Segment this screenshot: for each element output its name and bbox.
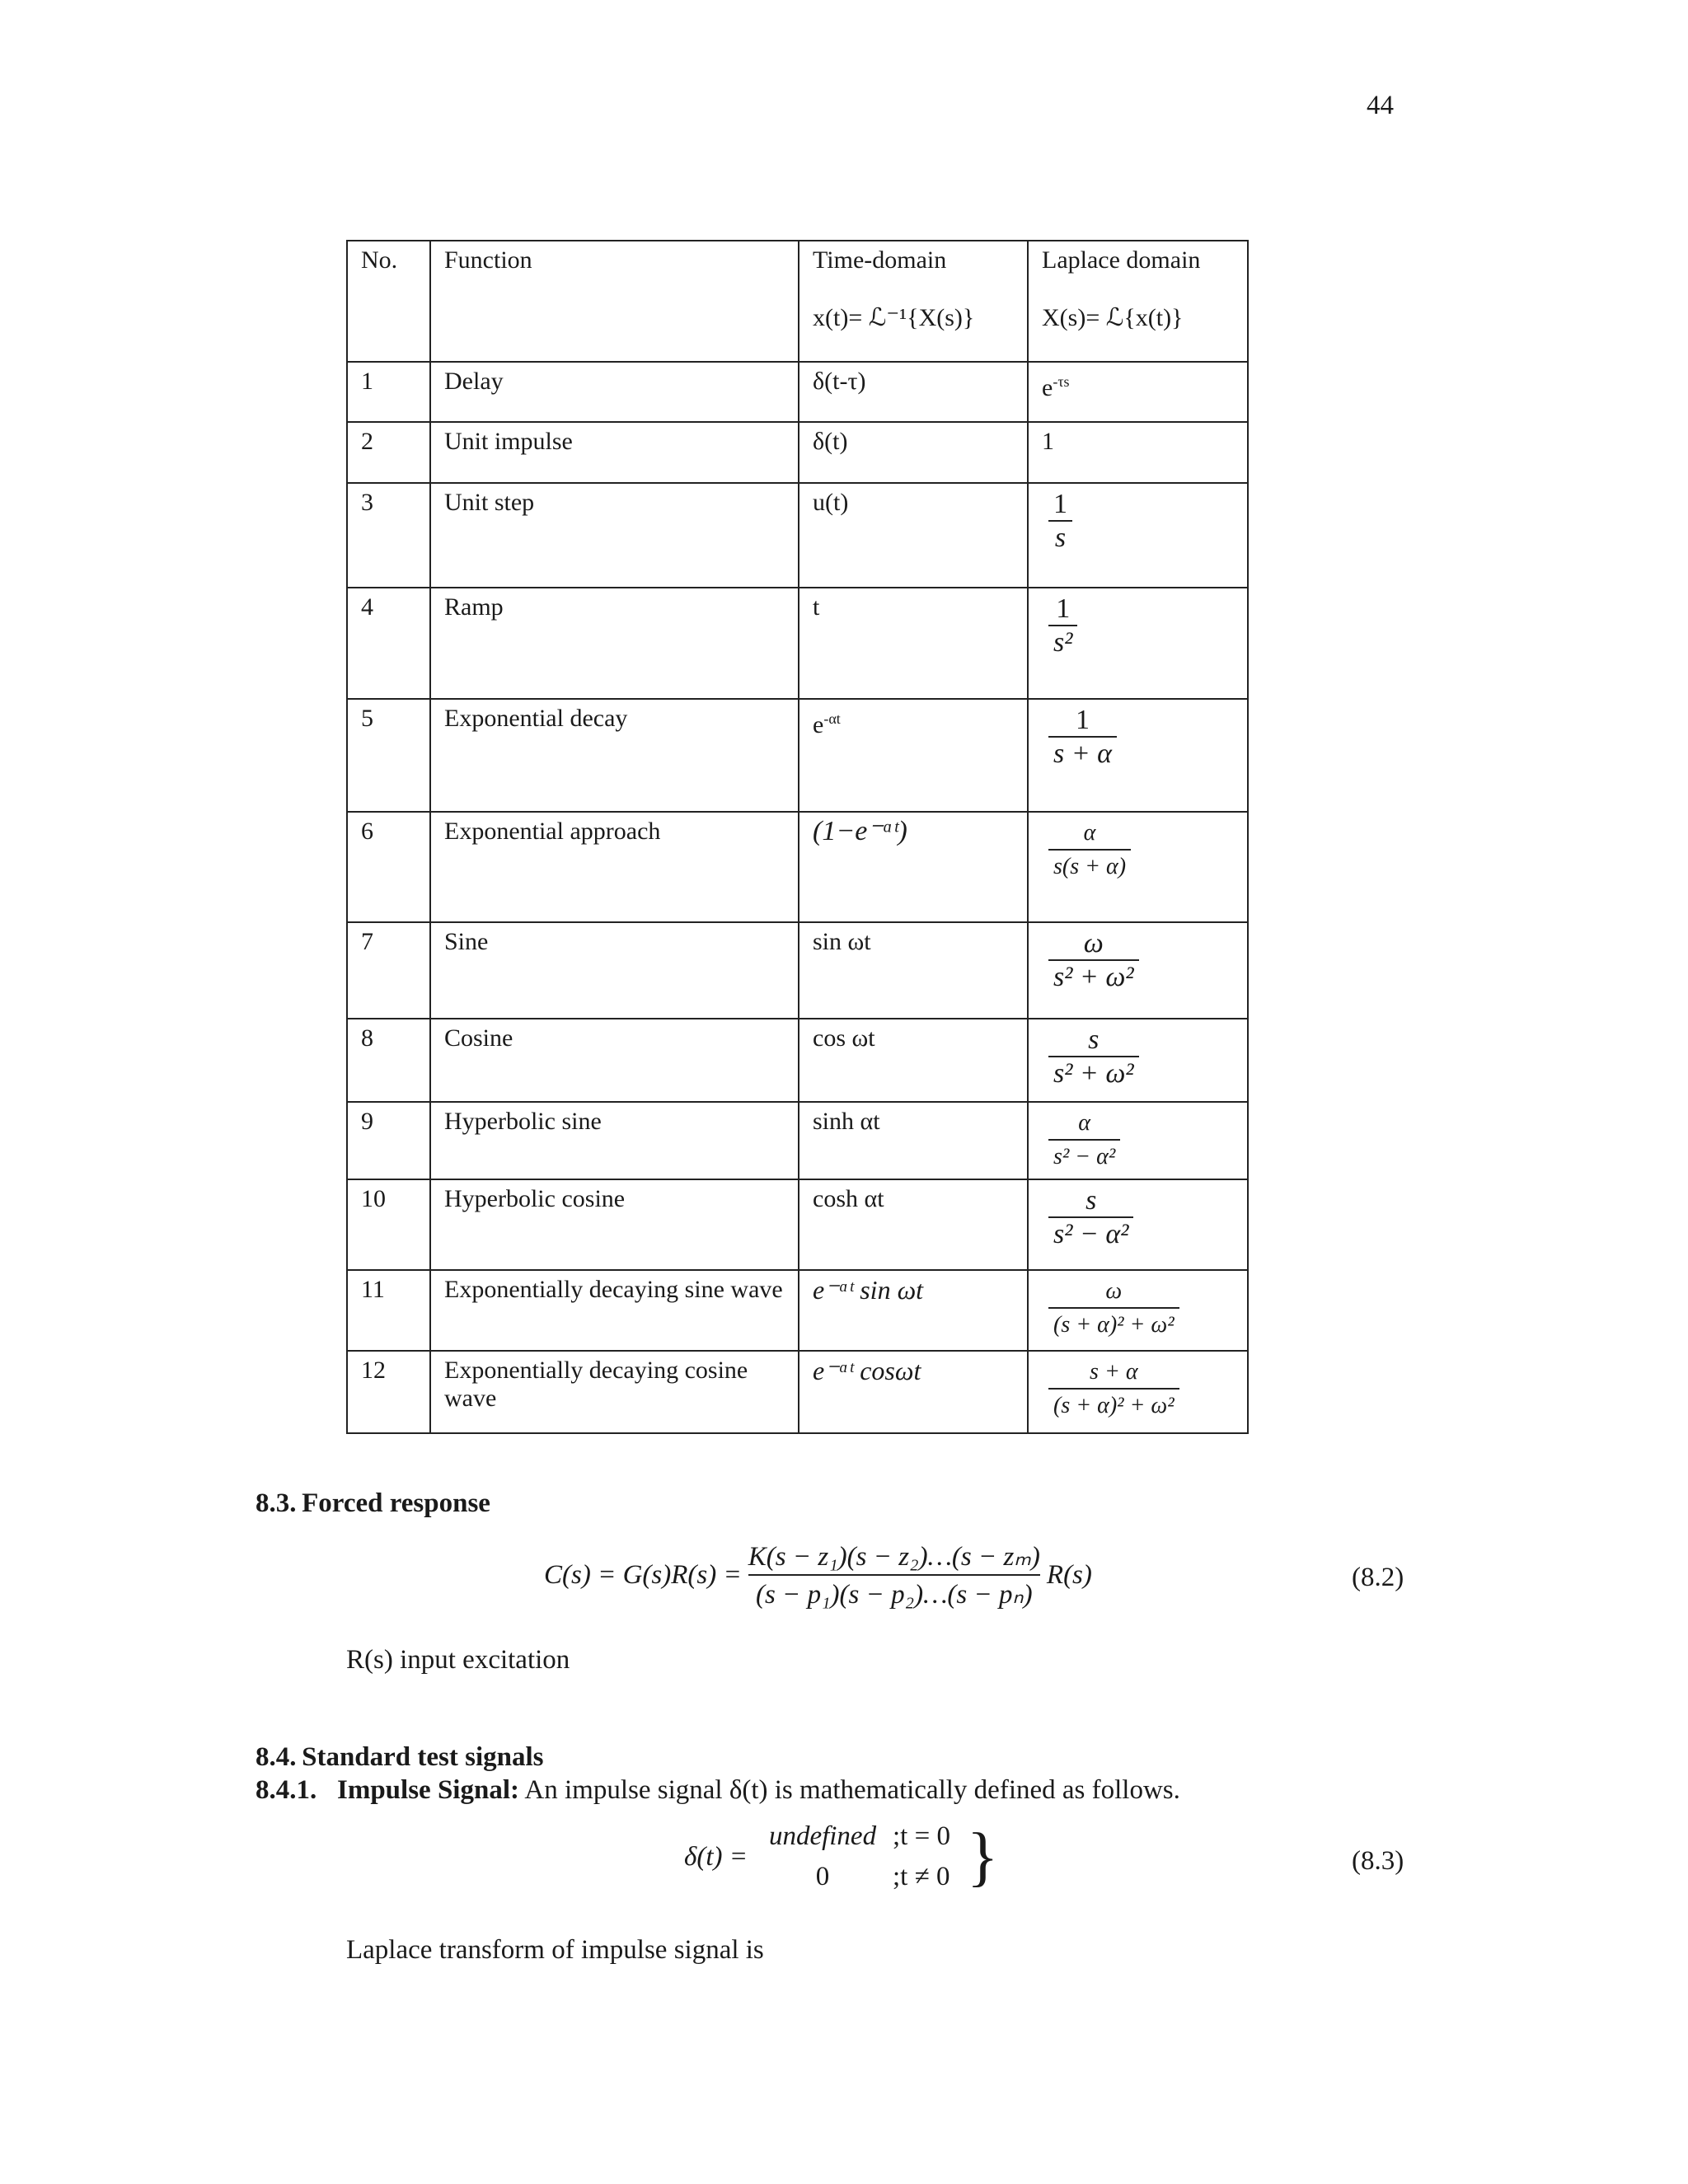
- fraction-denominator: s²: [1053, 627, 1073, 658]
- equation-8-2: [544, 1540, 1092, 1610]
- fraction-numerator: s: [1085, 1185, 1097, 1216]
- header-time-label: Time-domain: [813, 246, 947, 274]
- fraction-numerator: 1: [1056, 593, 1071, 624]
- page-number: 44: [1367, 91, 1394, 120]
- row-laplace: [1028, 1102, 1248, 1179]
- laplace-fraction: [1048, 1185, 1133, 1251]
- case-condition: ;t ≠ 0: [893, 1862, 950, 1891]
- row-no: 1: [347, 362, 430, 422]
- laplace-exponent: -τs: [1053, 373, 1070, 390]
- row-function: Unit step: [430, 483, 799, 588]
- row-function: Exponential approach: [430, 812, 799, 922]
- fraction-denominator: s² − α²: [1053, 1144, 1116, 1169]
- row-no: 3: [347, 483, 430, 588]
- table-header-row: [347, 241, 1248, 362]
- delta-lhs: δ(t) =: [684, 1841, 748, 1872]
- piecewise-cases: [753, 1821, 967, 1892]
- header-time-formula: x(t)= ℒ⁻¹{X(s)}: [813, 304, 975, 331]
- row-time: e⁻ᵅᵗ cosωt: [799, 1351, 1028, 1433]
- section-heading-standard-test-signals: 8.4. Standard test signals: [256, 1742, 544, 1772]
- row-time: δ(t-τ): [799, 362, 1028, 422]
- laplace-fraction: [1048, 705, 1117, 771]
- equation-number-8-2: (8.2): [1352, 1563, 1404, 1592]
- laplace-transform-table: [346, 240, 1249, 1434]
- eq-lhs: C(s) = G(s)R(s) =: [544, 1559, 742, 1590]
- row-function: Cosine: [430, 1019, 799, 1102]
- row-laplace: [1028, 1179, 1248, 1270]
- row-laplace: [1028, 483, 1248, 588]
- row-time: cos ωt: [799, 1019, 1028, 1102]
- case-condition: ;t = 0: [893, 1821, 950, 1851]
- fraction-numerator: ω: [1105, 1278, 1123, 1304]
- equation-number-8-3: (8.3): [1352, 1846, 1404, 1876]
- laplace-fraction: [1048, 818, 1131, 883]
- equation-8-3: δ(t) = undefined ;t = 0 0 ;t ≠ 0 }: [684, 1821, 999, 1893]
- row-laplace: [1028, 588, 1248, 699]
- row-no: 2: [347, 422, 430, 483]
- fraction-numerator: α: [1083, 820, 1096, 846]
- row-no: 9: [347, 1102, 430, 1179]
- row-no: 8: [347, 1019, 430, 1102]
- row-no: 10: [347, 1179, 430, 1270]
- table-row: [347, 812, 1248, 922]
- eq-numerator: K(s − z₁)(s − z₂)…(s − zₘ): [748, 1542, 1040, 1572]
- impulse-signal-paragraph: [256, 1775, 1180, 1806]
- eq-denominator: (s − p₁)(s − p₂)…(s − pₙ): [755, 1580, 1033, 1610]
- row-no: 12: [347, 1351, 430, 1433]
- laplace-fraction: [1048, 1024, 1139, 1090]
- row-no: 5: [347, 699, 430, 812]
- header-laplace-domain: [1028, 241, 1248, 362]
- row-function: Unit impulse: [430, 422, 799, 483]
- table-row: [347, 699, 1248, 812]
- row-laplace: [1028, 1019, 1248, 1102]
- fraction-numerator: 1: [1076, 705, 1090, 735]
- table-row: [347, 1270, 1248, 1351]
- laplace-fraction: [1048, 593, 1077, 659]
- table-row: [347, 483, 1248, 588]
- table-row: [347, 422, 1248, 483]
- row-no: 7: [347, 922, 430, 1019]
- header-time-domain: [799, 241, 1028, 362]
- table-row: [347, 362, 1248, 422]
- row-function: Delay: [430, 362, 799, 422]
- row-laplace: [1028, 922, 1248, 1019]
- laplace-base: e: [1042, 374, 1053, 401]
- row-function: Hyperbolic cosine: [430, 1179, 799, 1270]
- row-laplace: [1028, 362, 1248, 422]
- row-laplace: [1028, 699, 1248, 812]
- fraction-denominator: s² + ω²: [1053, 1058, 1134, 1089]
- row-laplace: [1028, 1351, 1248, 1433]
- case-row: [753, 1821, 967, 1852]
- fraction-numerator: s + α: [1090, 1359, 1138, 1385]
- fraction-denominator: (s + α)² + ω²: [1053, 1312, 1175, 1338]
- row-function: Exponentially decaying sine wave: [430, 1270, 799, 1351]
- fraction-denominator: s² + ω²: [1053, 962, 1134, 992]
- row-laplace: [1028, 1270, 1248, 1351]
- table-row: [347, 1102, 1248, 1179]
- header-laplace-formula: X(s)= ℒ{x(t)}: [1042, 304, 1184, 331]
- fraction-denominator: s + α: [1053, 738, 1113, 769]
- row-no: 6: [347, 812, 430, 922]
- row-time: t: [799, 588, 1028, 699]
- table-row: [347, 922, 1248, 1019]
- fraction-denominator: s² − α²: [1053, 1219, 1129, 1249]
- table-row: [347, 1351, 1248, 1433]
- header-no: No.: [347, 241, 430, 362]
- case-value: undefined: [768, 1821, 877, 1851]
- fraction-numerator: s: [1088, 1024, 1100, 1055]
- header-function: Function: [430, 241, 799, 362]
- laplace-fraction: [1048, 928, 1139, 994]
- table-row: [347, 1019, 1248, 1102]
- header-laplace-label: Laplace domain: [1042, 246, 1201, 274]
- eq-fraction: [748, 1540, 1040, 1610]
- time-exponent: -αt: [823, 710, 841, 727]
- laplace-impulse-sentence: Laplace transform of impulse signal is: [346, 1935, 764, 1965]
- table-row: [347, 1179, 1248, 1270]
- row-function: Exponential decay: [430, 699, 799, 812]
- case-row: [753, 1862, 967, 1892]
- fraction-denominator: s(s + α): [1053, 854, 1127, 879]
- row-no: 4: [347, 588, 430, 699]
- row-time: cosh αt: [799, 1179, 1028, 1270]
- input-excitation-note: R(s) input excitation: [346, 1645, 570, 1675]
- laplace-fraction: [1048, 489, 1072, 555]
- row-function: Sine: [430, 922, 799, 1019]
- row-no: 11: [347, 1270, 430, 1351]
- fraction-numerator: ω: [1083, 928, 1104, 958]
- subsection-title: Impulse Signal:: [337, 1775, 519, 1805]
- subsection-text: An impulse signal δ(t) is mathematically defined as follows.: [518, 1775, 1180, 1805]
- row-time: e⁻ᵅᵗ sin ωt: [799, 1270, 1028, 1351]
- row-time: u(t): [799, 483, 1028, 588]
- fraction-denominator: s: [1054, 523, 1067, 553]
- laplace-fraction: [1048, 1276, 1179, 1342]
- row-time: δ(t): [799, 422, 1028, 483]
- time-base: e: [813, 711, 824, 738]
- row-time: sinh αt: [799, 1102, 1028, 1179]
- case-value: 0: [815, 1862, 830, 1891]
- table-row: [347, 588, 1248, 699]
- fraction-numerator: 1: [1053, 489, 1067, 519]
- laplace-fraction: [1048, 1357, 1179, 1422]
- fraction-denominator: (s + α)² + ω²: [1053, 1393, 1175, 1418]
- row-laplace: [1028, 812, 1248, 922]
- row-laplace: 1: [1028, 422, 1248, 483]
- row-function: Ramp: [430, 588, 799, 699]
- section-heading-forced-response: 8.3. Forced response: [256, 1488, 490, 1518]
- row-time: [799, 699, 1028, 812]
- row-function: Hyperbolic sine: [430, 1102, 799, 1179]
- row-time: (1−e⁻ᵅᵗ): [799, 812, 1028, 922]
- row-time: sin ωt: [799, 922, 1028, 1019]
- fraction-numerator: α: [1078, 1110, 1090, 1136]
- row-function: Exponentially decaying cosine wave: [430, 1351, 799, 1433]
- laplace-fraction: [1048, 1108, 1120, 1174]
- eq-rhs: R(s): [1046, 1559, 1092, 1590]
- subsection-number: 8.4.1.: [256, 1775, 317, 1805]
